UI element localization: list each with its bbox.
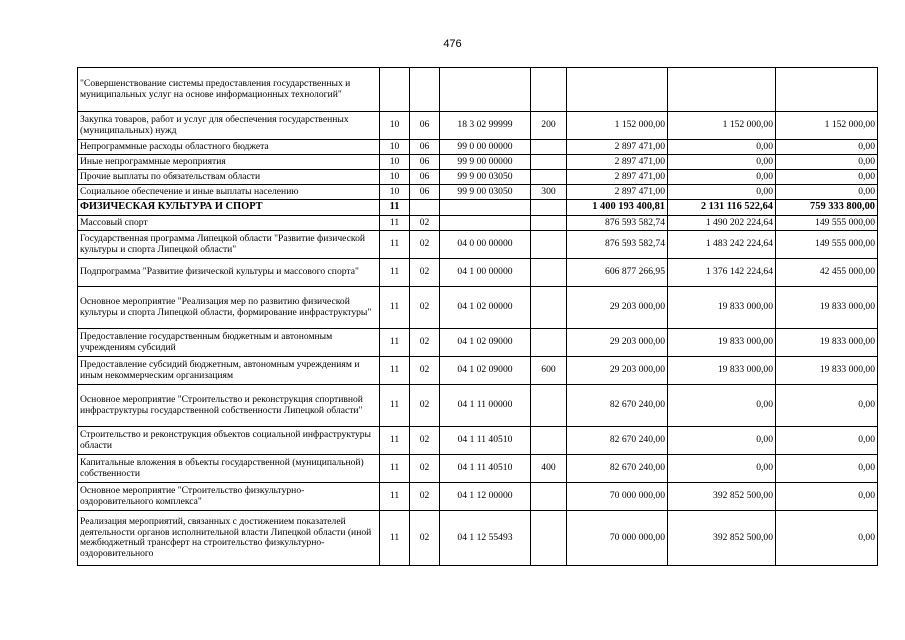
row-amount-3 (776, 68, 878, 112)
row-subsection-code: 02 (410, 231, 440, 259)
row-target-article: 04 1 00 00000 (440, 259, 531, 287)
row-section-code: 10 (380, 185, 410, 200)
row-name: Предоставление государственным бюджетным и автономным учреждениям субсидий (78, 329, 380, 357)
row-target-article (440, 200, 531, 216)
row-amount-1: 29 203 000,00 (567, 287, 668, 329)
row-section-code: 11 (380, 200, 410, 216)
row-amount-2: 1 376 142 224,64 (668, 259, 776, 287)
row-name: Прочие выплаты по обязательствам области (78, 170, 380, 185)
row-target-article: 99 9 00 00000 (440, 155, 531, 170)
row-subsection-code (410, 68, 440, 112)
row-subsection-code: 06 (410, 155, 440, 170)
row-subsection-code: 02 (410, 511, 440, 566)
table-row (78, 483, 878, 511)
table-row (78, 329, 878, 357)
row-target-article: 04 1 02 09000 (440, 329, 531, 357)
row-subsection-code: 02 (410, 357, 440, 385)
row-name: Основное мероприятие "Реализация мер по развитию физической культуры и спорта Липецкой области, формирование инфраструктуры" (78, 287, 380, 329)
row-section-code: 11 (380, 216, 410, 231)
row-section-code: 10 (380, 112, 410, 140)
row-expense-type (531, 200, 567, 216)
row-name: "Совершенствование системы предоставления государственных и муниципальных услуг на основе информационных технологий" (78, 68, 380, 112)
row-name: ФИЗИЧЕСКАЯ КУЛЬТУРА И СПОРТ (78, 200, 380, 216)
row-section-code: 11 (380, 511, 410, 566)
table-row (78, 68, 878, 112)
row-target-article: 99 9 00 03050 (440, 170, 531, 185)
row-expense-type: 300 (531, 185, 567, 200)
table-row (78, 112, 878, 140)
row-expense-type: 600 (531, 357, 567, 385)
row-section-code: 11 (380, 427, 410, 455)
row-name: Государственная программа Липецкой области "Развитие физической культуры и спорта Липецкой области" (78, 231, 380, 259)
row-amount-2: 19 833 000,00 (668, 287, 776, 329)
row-section-code (380, 68, 410, 112)
row-target-article: 04 1 12 55493 (440, 511, 531, 566)
row-target-article: 04 1 11 00000 (440, 385, 531, 427)
row-amount-3: 0,00 (776, 140, 878, 155)
table-row (78, 259, 878, 287)
row-amount-2: 0,00 (668, 455, 776, 483)
row-amount-2: 0,00 (668, 170, 776, 185)
row-name: Строительство и реконструкция объектов социальной инфраструктуры области (78, 427, 380, 455)
row-expense-type (531, 216, 567, 231)
row-amount-2: 0,00 (668, 385, 776, 427)
row-expense-type (531, 483, 567, 511)
row-amount-1: 70 000 000,00 (567, 511, 668, 566)
row-amount-2: 392 852 500,00 (668, 483, 776, 511)
row-section-code: 10 (380, 140, 410, 155)
row-name: Иные непрограммные мероприятия (78, 155, 380, 170)
row-target-article (440, 68, 531, 112)
table-row (78, 455, 878, 483)
row-amount-2: 0,00 (668, 140, 776, 155)
row-amount-1: 1 152 000,00 (567, 112, 668, 140)
row-section-code: 11 (380, 231, 410, 259)
row-amount-3: 149 555 000,00 (776, 216, 878, 231)
row-subsection-code: 02 (410, 259, 440, 287)
row-amount-3: 0,00 (776, 455, 878, 483)
row-target-article: 04 1 02 09000 (440, 357, 531, 385)
row-subsection-code: 06 (410, 185, 440, 200)
row-amount-2: 392 852 500,00 (668, 511, 776, 566)
table-row (78, 155, 878, 170)
row-section-code: 11 (380, 483, 410, 511)
row-amount-1: 2 897 471,00 (567, 155, 668, 170)
row-name: Подпрограмма "Развитие физической культуры и массового спорта" (78, 259, 380, 287)
row-amount-2: 0,00 (668, 155, 776, 170)
table-row (78, 216, 878, 231)
table-row (78, 511, 878, 566)
row-name: Реализация мероприятий, связанных с достижением показателей деятельности органов исполнительной власти Липецкой области (иной межбюджетный трансферт на строительство физкультурно-оздоровительного (78, 511, 380, 566)
table-row (78, 140, 878, 155)
row-subsection-code: 06 (410, 112, 440, 140)
row-amount-1 (567, 68, 668, 112)
row-expense-type (531, 287, 567, 329)
budget-table (77, 67, 878, 566)
row-target-article: 99 0 00 00000 (440, 140, 531, 155)
row-name: Социальное обеспечение и иные выплаты населению (78, 185, 380, 200)
row-expense-type (531, 170, 567, 185)
row-expense-type (531, 140, 567, 155)
row-amount-2: 0,00 (668, 185, 776, 200)
row-amount-3: 1 152 000,00 (776, 112, 878, 140)
row-amount-1: 82 670 240,00 (567, 455, 668, 483)
row-subsection-code: 02 (410, 385, 440, 427)
row-amount-1: 606 877 266,95 (567, 259, 668, 287)
row-target-article: 99 9 00 03050 (440, 185, 531, 200)
row-amount-1: 876 593 582,74 (567, 216, 668, 231)
row-amount-1: 29 203 000,00 (567, 357, 668, 385)
row-amount-1: 1 400 193 400,81 (567, 200, 668, 216)
row-subsection-code: 02 (410, 287, 440, 329)
row-subsection-code: 02 (410, 216, 440, 231)
row-target-article: 18 3 02 99999 (440, 112, 531, 140)
row-subsection-code: 02 (410, 483, 440, 511)
row-name: Предоставление субсидий бюджетным, автономным учреждениям и иным некоммерческим организациям (78, 357, 380, 385)
row-expense-type (531, 259, 567, 287)
row-amount-1: 2 897 471,00 (567, 185, 668, 200)
row-amount-2: 19 833 000,00 (668, 329, 776, 357)
row-amount-3: 19 833 000,00 (776, 329, 878, 357)
row-amount-3: 0,00 (776, 385, 878, 427)
row-target-article: 04 1 02 00000 (440, 287, 531, 329)
row-section-code: 10 (380, 170, 410, 185)
row-amount-3: 0,00 (776, 185, 878, 200)
row-amount-2: 1 483 242 224,64 (668, 231, 776, 259)
row-amount-2 (668, 68, 776, 112)
row-expense-type: 200 (531, 112, 567, 140)
row-amount-1: 876 593 582,74 (567, 231, 668, 259)
row-amount-2: 1 490 202 224,64 (668, 216, 776, 231)
row-amount-3: 0,00 (776, 170, 878, 185)
row-target-article: 04 1 11 40510 (440, 427, 531, 455)
row-amount-3: 759 333 800,00 (776, 200, 878, 216)
row-expense-type (531, 231, 567, 259)
row-name: Основное мероприятие "Строительство физкультурно-оздоровительного комплекса" (78, 483, 380, 511)
row-subsection-code: 02 (410, 455, 440, 483)
row-subsection-code: 02 (410, 427, 440, 455)
row-section-code: 11 (380, 259, 410, 287)
table-row (78, 427, 878, 455)
row-subsection-code (410, 200, 440, 216)
budget-table-body (78, 68, 878, 566)
row-expense-type (531, 155, 567, 170)
row-amount-3: 0,00 (776, 155, 878, 170)
row-amount-2: 1 152 000,00 (668, 112, 776, 140)
row-amount-3: 0,00 (776, 483, 878, 511)
row-section-code: 10 (380, 155, 410, 170)
row-target-article: 04 1 11 40510 (440, 455, 531, 483)
table-row (78, 200, 878, 216)
row-amount-1: 70 000 000,00 (567, 483, 668, 511)
row-amount-3: 0,00 (776, 427, 878, 455)
row-amount-2: 0,00 (668, 427, 776, 455)
row-target-article (440, 216, 531, 231)
table-row (78, 170, 878, 185)
row-target-article: 04 0 00 00000 (440, 231, 531, 259)
row-expense-type: 400 (531, 455, 567, 483)
row-expense-type (531, 329, 567, 357)
row-name: Капитальные вложения в объекты государственной (муниципальной) собственности (78, 455, 380, 483)
table-row (78, 385, 878, 427)
row-amount-3: 19 833 000,00 (776, 357, 878, 385)
row-section-code: 11 (380, 385, 410, 427)
table-row (78, 357, 878, 385)
row-subsection-code: 06 (410, 140, 440, 155)
row-amount-1: 29 203 000,00 (567, 329, 668, 357)
row-subsection-code: 06 (410, 170, 440, 185)
row-subsection-code: 02 (410, 329, 440, 357)
row-section-code: 11 (380, 287, 410, 329)
row-amount-1: 2 897 471,00 (567, 140, 668, 155)
row-amount-3: 19 833 000,00 (776, 287, 878, 329)
row-amount-2: 2 131 116 522,64 (668, 200, 776, 216)
table-row (78, 185, 878, 200)
row-target-article: 04 1 12 00000 (440, 483, 531, 511)
row-amount-1: 82 670 240,00 (567, 427, 668, 455)
row-name: Закупка товаров, работ и услуг для обеспечения государственных (муниципальных) нужд (78, 112, 380, 140)
row-amount-1: 82 670 240,00 (567, 385, 668, 427)
page-number: 476 (443, 38, 462, 50)
row-name: Массовый спорт (78, 216, 380, 231)
row-expense-type (531, 427, 567, 455)
row-expense-type (531, 68, 567, 112)
row-amount-3: 149 555 000,00 (776, 231, 878, 259)
row-expense-type (531, 511, 567, 566)
row-name: Основное мероприятие "Строительство и реконструкция спортивной инфраструктуры государственной собственности Липецкой области" (78, 385, 380, 427)
row-amount-3: 42 455 000,00 (776, 259, 878, 287)
row-section-code: 11 (380, 455, 410, 483)
row-expense-type (531, 385, 567, 427)
row-name: Непрограммные расходы областного бюджета (78, 140, 380, 155)
row-amount-1: 2 897 471,00 (567, 170, 668, 185)
row-section-code: 11 (380, 357, 410, 385)
row-amount-2: 19 833 000,00 (668, 357, 776, 385)
row-amount-3: 0,00 (776, 511, 878, 566)
table-row (78, 231, 878, 259)
table-row (78, 287, 878, 329)
row-section-code: 11 (380, 329, 410, 357)
